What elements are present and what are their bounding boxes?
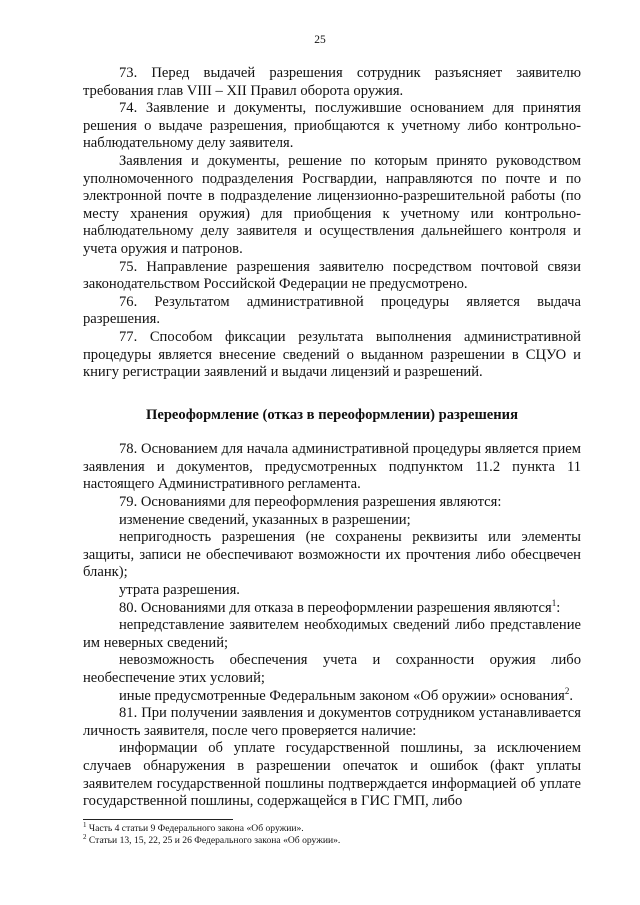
paragraph-79: 79. Основаниями для переоформления разрешения являются:: [119, 494, 502, 511]
footnote-2: [83, 832, 581, 846]
list-item-loss: утрата разрешения.: [119, 582, 240, 599]
document-body: [83, 65, 581, 811]
footnote-1-text: Часть 4 статьи 9 Федерального закона «Об оружии».: [86, 823, 304, 834]
list-item-change-info: изменение сведений, указанных в разрешении;: [119, 511, 411, 528]
other-grounds-tail: .: [569, 687, 573, 704]
paragraph-73: 73. Перед выдачей разрешения сотрудник разъясняет заявителю требования глав VIII – XII Правил оборота оружия.: [83, 65, 581, 99]
other-grounds-text: иные предусмотренные Федеральным законом «Об оружии» основания: [119, 687, 565, 704]
list-item-fee-info: информации об уплате государственной пошлины, за исключением случаев обнаружения в разрешении опечаток и ошибок (факт уплаты заявителем государственной пошлины подтверждается информацией об уплате государственной пошлины, содержащейся в ГИС ГМП, либо: [83, 740, 581, 810]
paragraph-80: [83, 597, 581, 618]
paragraph-80-text: 80. Основаниями для отказа в переоформлении разрешения являются: [119, 599, 552, 616]
list-item-no-info: непредставление заявителем необходимых сведений либо представление им неверных сведений;: [83, 617, 581, 651]
footnote-2-text: Статьи 13, 15, 22, 25 и 26 Федерального закона «Об оружии».: [86, 835, 341, 846]
list-item-unfit-permit: непригодность разрешения (не сохранены реквизиты или элементы защиты, записи не обеспечивают возможности их прочтения либо обесцвечен бланк);: [83, 529, 581, 581]
footnote-ref-2: 2: [564, 685, 570, 696]
footnote-divider: [83, 819, 233, 820]
paragraph-78: 78. Основанием для начала административной процедуры является прием заявления и документов, предусмотренных подпунктом 11.2 пункта 11 настоящего Административного регламента.: [83, 441, 581, 493]
paragraph-74: 74. Заявление и документы, послужившие основанием для принятия решения о выдаче разрешения, приобщаются к учетному либо контрольно-наблюдательному делу заявителя.: [83, 100, 581, 152]
list-item-no-storage: невозможность обеспечения учета и сохранности оружия либо необеспечение этих условий;: [83, 652, 581, 686]
paragraph-80-tail: :: [556, 599, 561, 616]
list-item-other-grounds: [83, 685, 581, 706]
paragraph-75: 75. Направление разрешения заявителю посредством почтовой связи законодательством Российской Федерации не предусмотрено.: [83, 258, 581, 293]
page-number: 25: [314, 34, 326, 46]
footnote-1: [83, 820, 581, 834]
paragraph-applications-sent: Заявления и документы, решение по которым принято руководством уполномоченного подразделения Росгвардии, направляются по почте и по электронной почте в подразделение лицензионно-разрешительной работы (по месту хранения оружия) для приобщения к учетному или контрольно-наблюдательному делу заявителя и осуществления дальнейшего контроля и учета оружия и патронов.: [83, 152, 581, 257]
paragraph-77: 77. Способом фиксации результата выполнения административной процедуры является внесение сведений о выданном разрешении в СЦУО и книгу регистрации заявлений и выдачи лицензий и разрешений.: [83, 328, 581, 381]
section-heading: Переоформление (отказ в переоформлении) разрешения: [145, 406, 518, 423]
footnote-ref-1: 1: [551, 597, 557, 608]
footnote-1-mark: 1: [83, 820, 87, 829]
footnote-2-mark: 2: [83, 832, 87, 841]
paragraph-81: 81. При получении заявления и документов сотрудником устанавливается личность заявителя, после чего проверяется наличие:: [83, 705, 581, 739]
paragraph-76: 76. Результатом административной процедуры является выдача разрешения.: [83, 293, 581, 328]
